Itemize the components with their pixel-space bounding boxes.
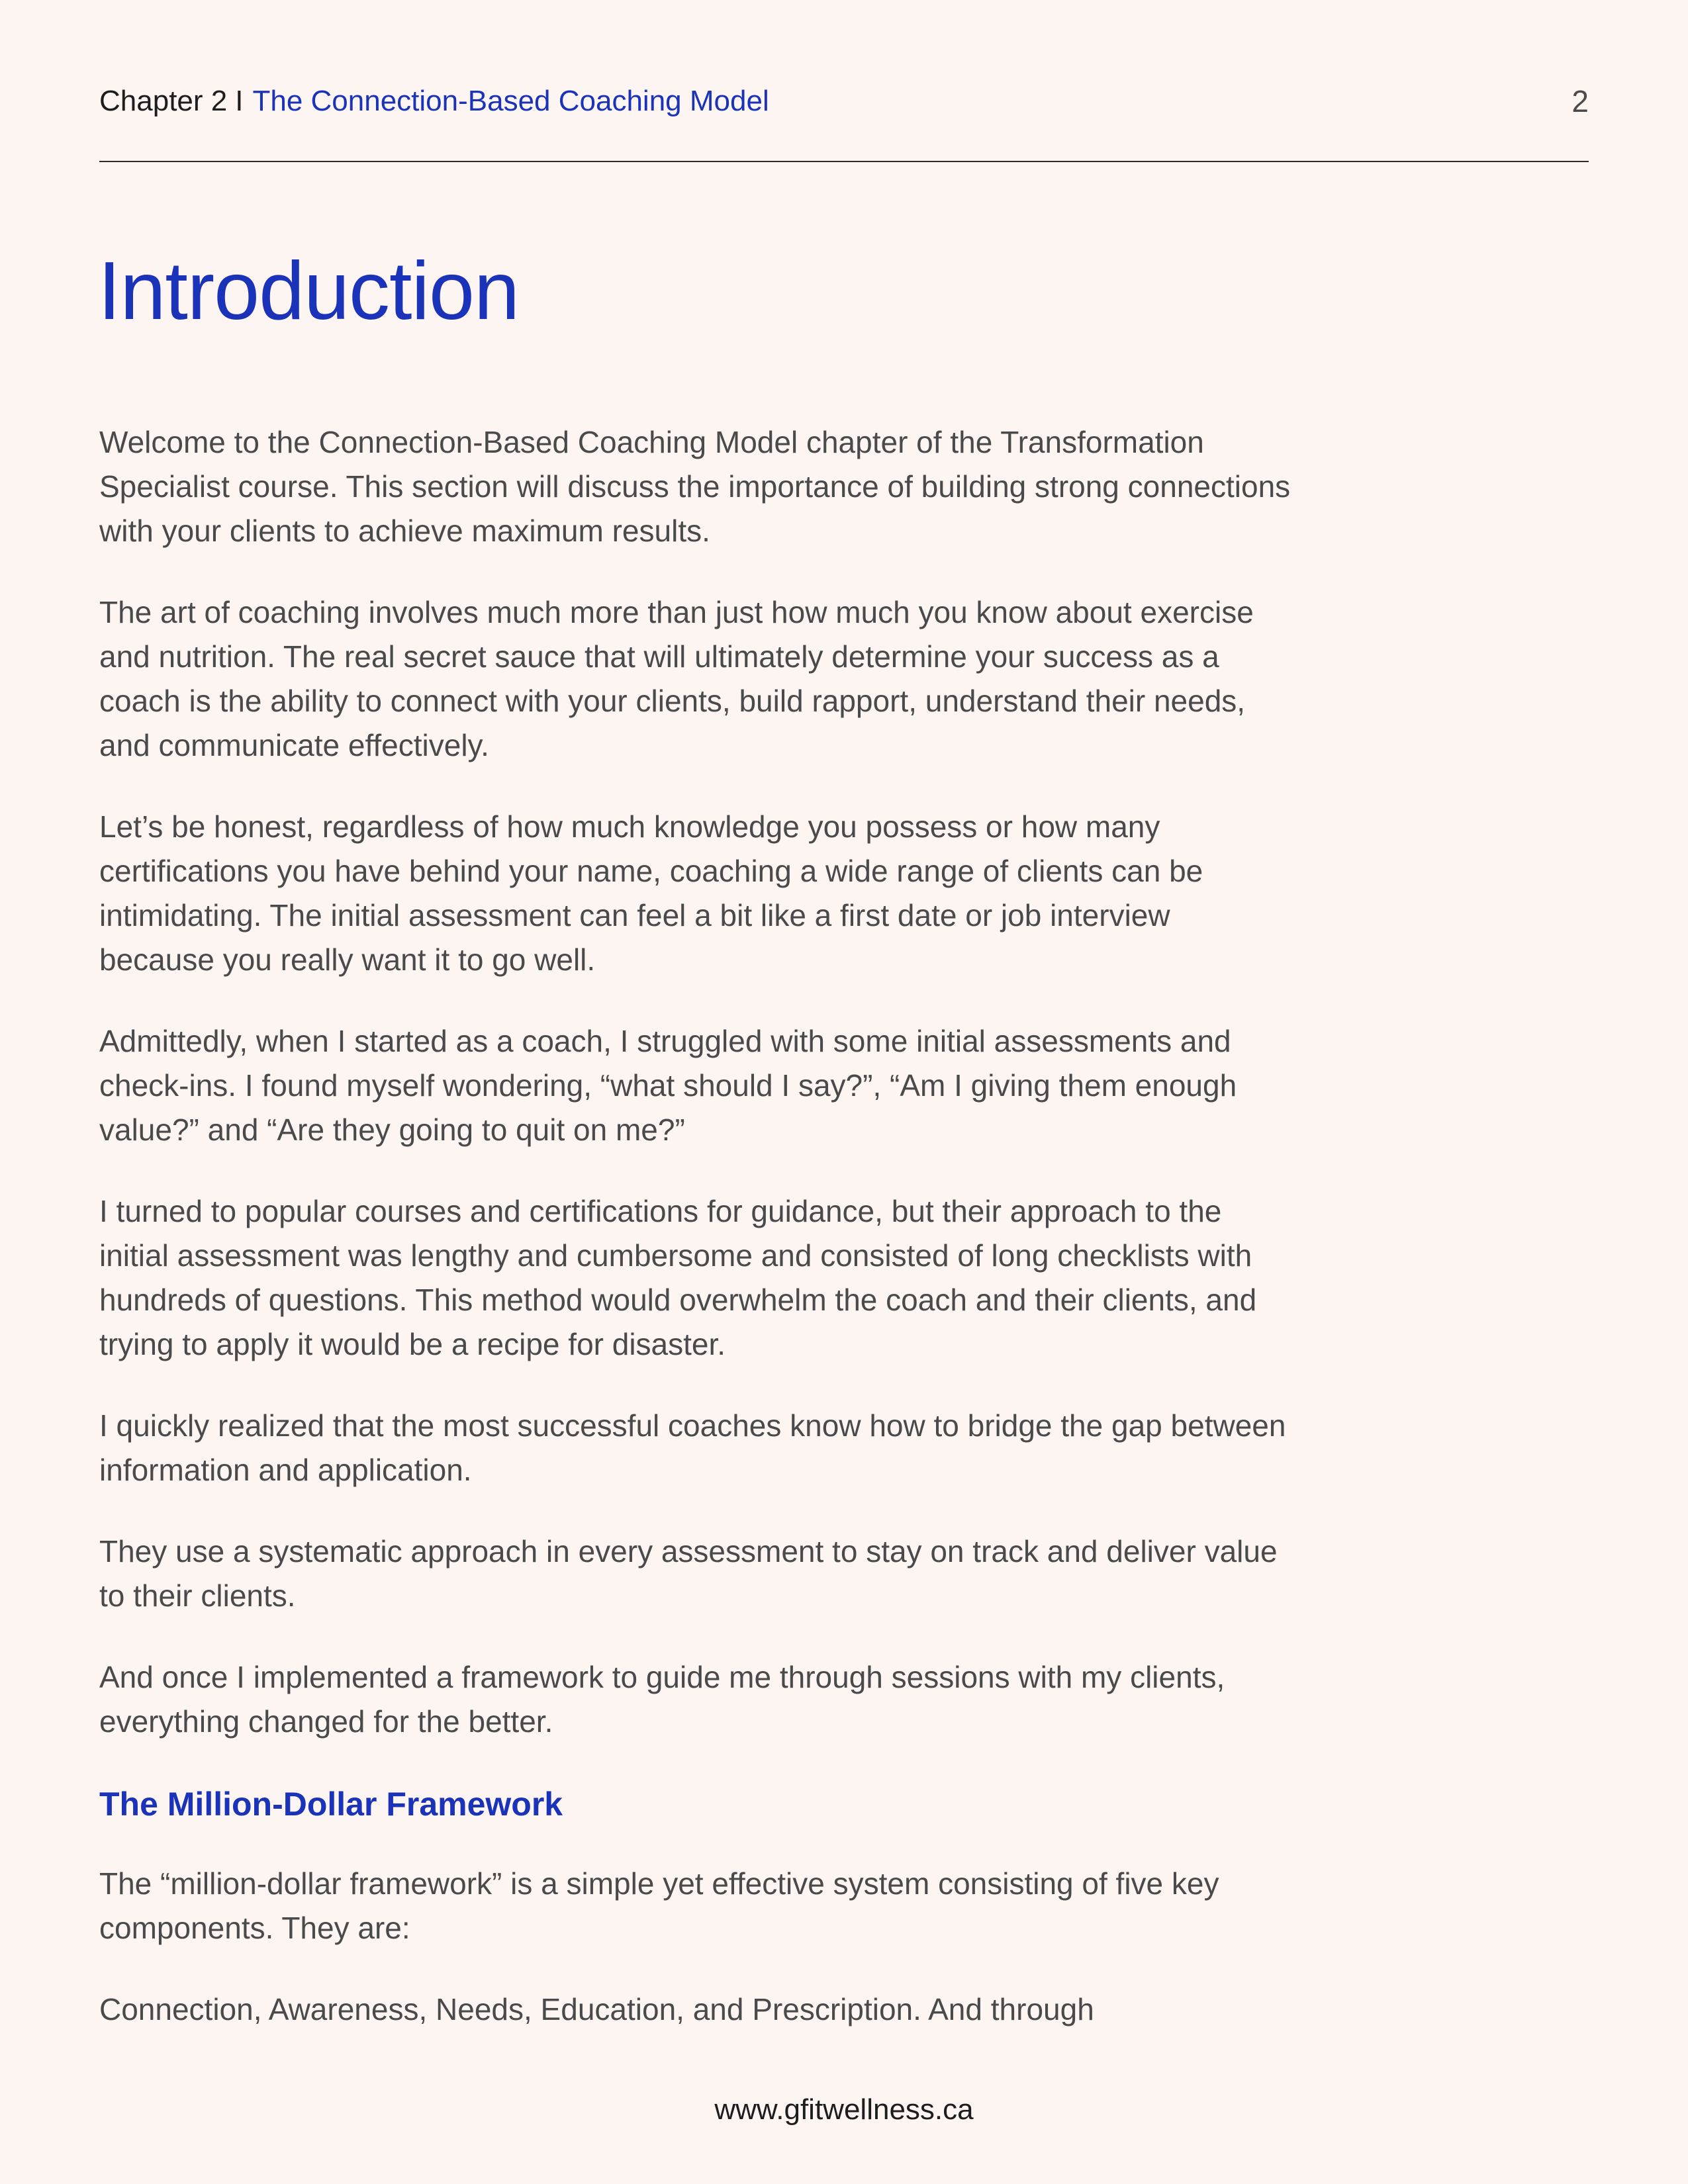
- body-content: [99, 420, 1291, 2069]
- chapter-label: Chapter 2: [99, 85, 228, 117]
- paragraph: Welcome to the Connection-Based Coaching Model chapter of the Transformation Specialist course. This section will discuss the importance of building strong connections with your clients to achieve maximum results.: [99, 425, 1291, 548]
- paragraph: And once I implemented a framework to guide me through sessions with my clients, everything changed for the better.: [99, 1660, 1225, 1739]
- paragraph: Admittedly, when I started as a coach, I struggled with some initial assessments and check-ins. I found myself wondering, “what should I say?”, “Am I giving them enough value?” and “Are they going to quit on me?”: [99, 1024, 1237, 1147]
- footer-url: www.gfitwellness.ca: [714, 2093, 974, 2126]
- paragraph: Let’s be honest, regardless of how much knowledge you possess or how many certifications you have behind your name, coaching a wide range of clients can be intimidating. The initial assessment can feel a bit like a first date or job interview because you really want it to go well.: [99, 809, 1203, 977]
- page-header: [99, 78, 1589, 124]
- paragraph: They use a systematic approach in every assessment to stay on track and deliver value to their clients.: [99, 1534, 1278, 1613]
- section-paragraph: The “million-dollar framework” is a simple yet effective system consisting of five key components. They are:: [99, 1866, 1219, 1945]
- paragraph: I quickly realized that the most successful coaches know how to bridge the gap between information and application.: [99, 1408, 1286, 1487]
- header-divider: [99, 161, 1589, 162]
- header-separator: I: [235, 85, 244, 117]
- chapter-title: The Connection-Based Coaching Model: [252, 85, 769, 117]
- running-header: [99, 78, 769, 124]
- paragraph: I turned to popular courses and certifications for guidance, but their approach to the initial assessment was lengthy and cumbersome and consisted of long checklists with hundreds of questions. This method would overwhelm the coach and their clients, and trying to apply it would be a recipe for disaster.: [99, 1194, 1257, 1361]
- paragraph: The art of coaching involves much more than just how much you know about exercise and nutrition. The real secret sauce that will ultimately determine your success as a coach is the ability to connect with your clients, build rapport, understand their needs, and communicate effectively.: [99, 595, 1254, 762]
- section-paragraph: Connection, Awareness, Needs, Education, and Prescription. And through: [99, 1992, 1094, 2026]
- page-number: 2: [1571, 84, 1589, 118]
- section-heading: The Million-Dollar Framework: [99, 1786, 563, 1823]
- page-title: Introduction: [98, 246, 519, 337]
